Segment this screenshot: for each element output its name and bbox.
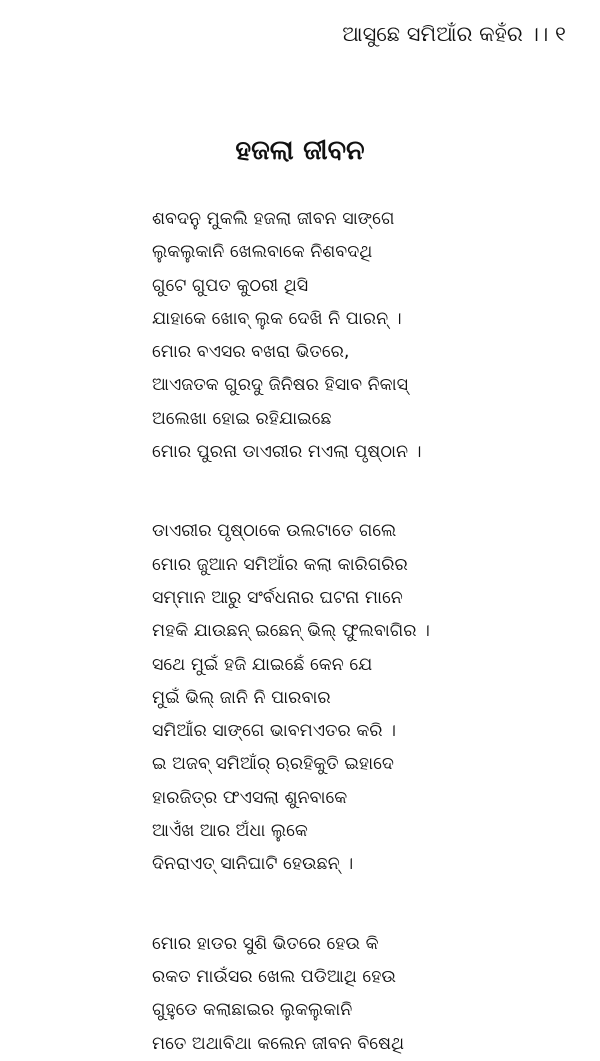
poem-line: ଦିନରାଏତ୍ ସାନିଘାଟି ହେଉଛନ୍ । [152,854,354,875]
poem-line: ସଥେ ମୁଇଁ ହଜି ଯାଇଛେଁ କେନ ଯେ [152,654,373,675]
poem-line: ଗୁଟେ ଗୁପତ କୁଠରୀ ଥିସି [152,275,309,296]
poem-line: ମୋର ହାଡର ସୁଶି ଭିତରେ ହେଉ କି [152,933,379,954]
poem-line: ମତେ ଅଥାବିଥା କଲେନ ଜୀବନ ବିଷେଥି [152,1033,405,1054]
stanza-1 [152,203,572,469]
poem-body [152,203,572,1061]
stanza-3 [152,928,572,1061]
poem-line: ଆଏଜତକ ଗୁରଦୁ ଜିନିଷର ହିସାବ ନିକାସ୍ [152,375,408,396]
poem-line: ମୁଇଁ ଭିଲ୍ ଜାନି ନି ପାରବାର [152,687,331,708]
poem-line: ଇ ଅଜବ୍ ସମିଆଁର୍ ଋରହିକୁତି ଇହାଦେ [152,754,394,775]
poem-line: ଆଏଁଖ ଆର ଅଁଧା ଲୁକେ [152,821,308,842]
poem-line: ମହକି ଯାଉଛନ୍ ଇଛେନ୍ ଭିଲ୍ ଫୁଲବାଗିର । [152,621,430,642]
poem-line: ସମ୍ମାନ ଆରୁ ସଂର୍ବଧନାର ଘଟନା ମାନେ [152,587,403,608]
poem-line: ମୋର ବଏସର ବଖରା ଭିତରେ, [152,342,350,363]
poem-line: ମୋର ଜୁଆନ ସମିଆଁର କଲା କାରିଗରିର [152,554,408,575]
poem-line: ହାରଜିତ୍ର ଫଏସଲା ଶୁନବାକେ [152,787,348,808]
poem-line: ଯାହାକେ ଖୋବ୍ ଲୁକ ଦେଖି ନି ପାରନ୍ । [152,308,402,329]
running-header: ଆସୁଛେ ସମିଆଁର କହଁର ।। ୧ [342,22,566,46]
poem-title: ହଜଲା ଜୀବନ [235,135,365,166]
poem-line: ଶବଦନୁ ମୁକଲି ହଜଲା ଜୀବନ ସାଙ୍ଗେ [152,209,395,229]
stanza-2 [152,515,572,881]
poem-line: ଗୁହୁଡେ କଲାଛାଇର ଲୁକଲୁକାନି [152,1000,353,1021]
poem-line: ଅଲେଖା ହୋଇ ରହିଯାଇଛେ [152,408,332,429]
poem-line: ମୋର ପୁରନା ଡାଏରୀର ମଏଲା ପୃଷ୍ଠାନ । [152,442,422,463]
poem-line: ରକତ ମାଉଁସର ଖେଲ ପଡିଆଥି ହେଉ [152,966,396,987]
poem-line: ଲୁକଲୁକାନି ଖେଲବାକେ ନିଶବଦଥି [152,242,373,263]
poem-line: ଡାଏରୀର ପୃଷ୍ଠାକେ ଉଲଟାତେ ଗଲେ [152,521,397,542]
poem-line: ସମିଆଁର ସାଙ୍ଗେ ଭାବମଏତର କରି । [152,721,396,742]
